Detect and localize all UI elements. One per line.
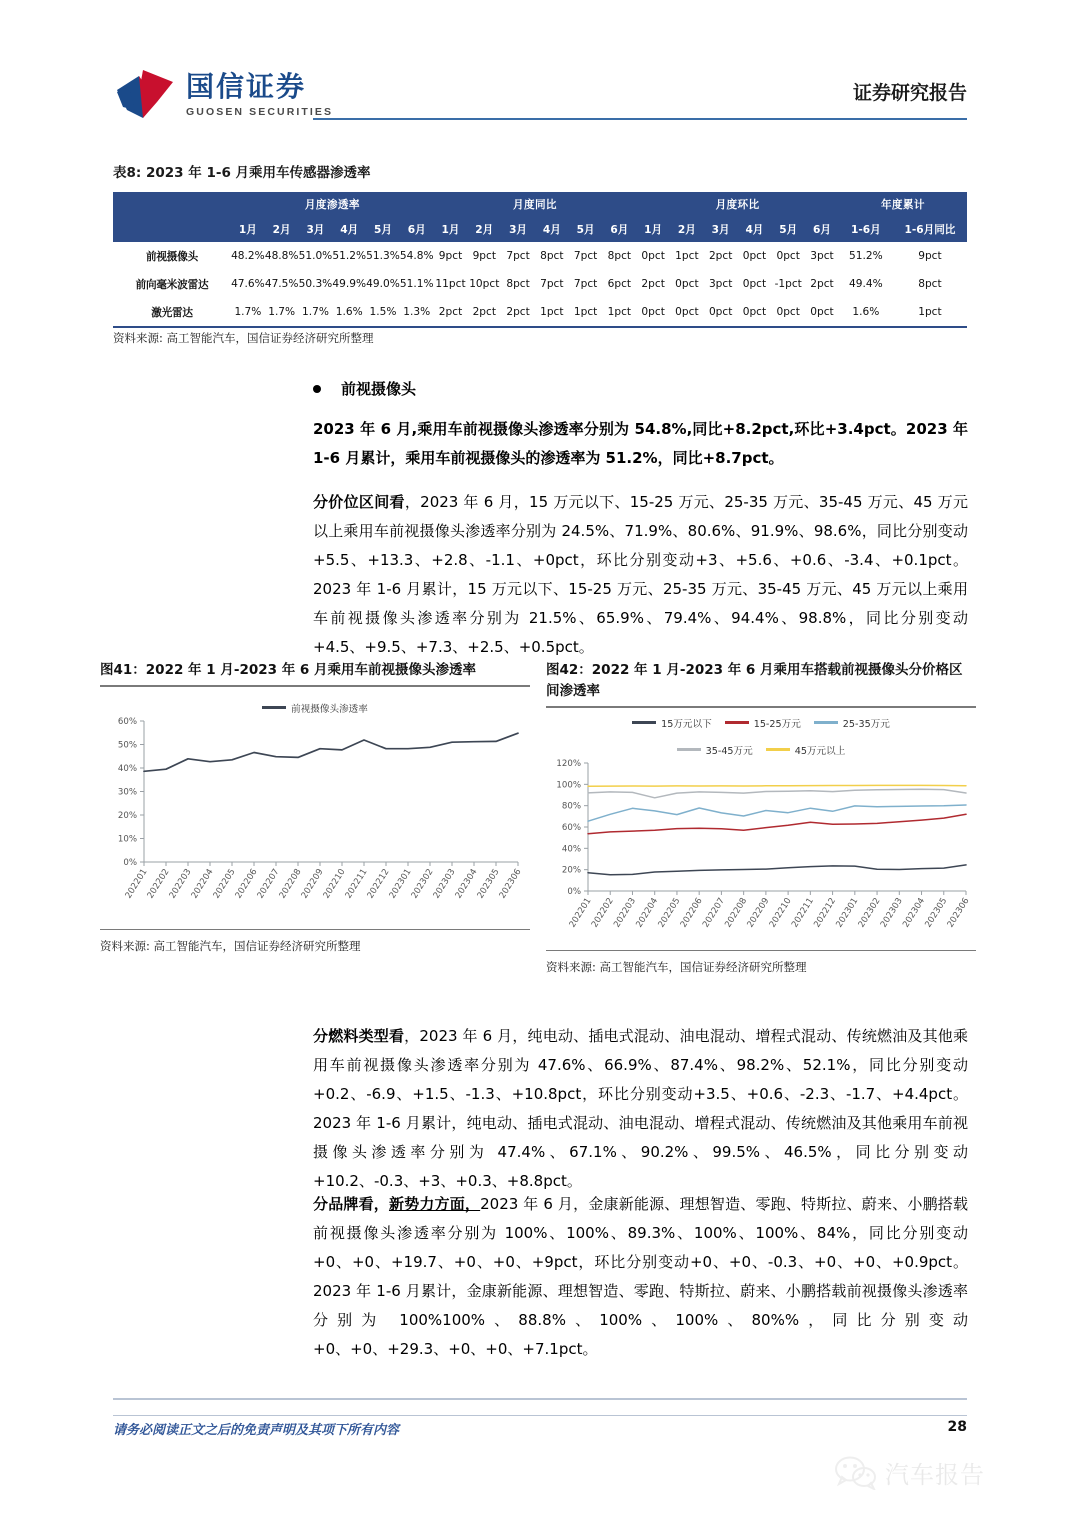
svg-text:202210: 202210 <box>767 895 794 929</box>
footer-disclaimer: 请务必阅读正文之后的免责声明及其项下所有内容 <box>113 1423 400 1438</box>
table-row <box>113 298 967 326</box>
legend-swatch <box>725 721 749 724</box>
svg-text:0%: 0% <box>123 857 137 868</box>
svg-text:202205: 202205 <box>211 866 238 900</box>
table-cell: 0pct <box>742 306 767 318</box>
svg-text:202303: 202303 <box>431 866 458 900</box>
table-cell: 10pct <box>469 278 500 290</box>
wechat-icon <box>834 1456 878 1490</box>
table-cell: 2pct <box>641 278 665 290</box>
table-row-label: 前向毫米波雷达 <box>135 278 209 291</box>
table-month-header-row <box>113 217 967 242</box>
svg-text:100%: 100% <box>556 779 581 790</box>
table-cell: 3pct <box>708 278 733 290</box>
figure-42-plot <box>546 757 976 947</box>
svg-text:202207: 202207 <box>701 895 727 929</box>
svg-text:202203: 202203 <box>612 895 639 929</box>
figure-42-chart <box>546 708 976 950</box>
svg-text:202206: 202206 <box>678 895 705 929</box>
svg-text:60%: 60% <box>561 822 581 833</box>
table-col-header: 2月 <box>670 217 704 242</box>
table-col-header: 3月 <box>299 217 333 242</box>
svg-text:40%: 40% <box>117 763 137 774</box>
table-cell: 8pct <box>607 250 632 262</box>
table-cell: 51.1% <box>399 278 434 290</box>
table-row-label: 前视摄像头 <box>146 250 198 263</box>
legend-label: 35-45万元 <box>705 745 753 757</box>
table-cell: 0pct <box>742 278 767 290</box>
svg-text:20%: 20% <box>561 865 581 876</box>
paragraph-brand-underline: 新势力方面， <box>388 1195 481 1213</box>
legend-label: 15-25万元 <box>753 718 801 730</box>
legend-label: 25-35万元 <box>842 718 890 730</box>
svg-text:202211: 202211 <box>790 895 816 929</box>
table-col-header: 6月 <box>805 217 839 242</box>
table-cell: 2pct <box>438 306 463 318</box>
table-col-header: 1月 <box>231 217 265 242</box>
table-col-header: 6月 <box>602 217 636 242</box>
table-cell: 1.6% <box>852 306 880 318</box>
section-bullet <box>313 378 416 399</box>
table-col-header: 1-6月 <box>839 217 893 242</box>
brand-logo <box>113 66 333 124</box>
table-cell: 2pct <box>708 250 733 262</box>
paragraph-price-range <box>313 488 968 662</box>
svg-text:60%: 60% <box>117 716 137 727</box>
svg-text:202305: 202305 <box>923 895 950 929</box>
table-col-header: 2月 <box>265 217 299 242</box>
svg-text:202301: 202301 <box>387 866 414 900</box>
legend-item <box>766 743 846 757</box>
figure-41-chart <box>100 687 530 929</box>
table-cell: 51.3% <box>366 250 400 262</box>
svg-text:120%: 120% <box>556 758 581 769</box>
table-cell: 48.2% <box>231 250 265 262</box>
paragraph-summary: 2023 年 6 月,乘用车前视摄像头渗透率分别为 54.8%,同比+8.2pct,环比+3.4pct。2023 年 1-6 月累计，乘用车前视摄像头的渗透率为 51.2%，同比+8.7pct。 <box>313 420 968 467</box>
table-cell: 0pct <box>742 250 767 262</box>
svg-text:202203: 202203 <box>167 866 194 900</box>
table-month-corner-cell <box>113 217 231 242</box>
table-caption: 表8: 2023 年 1-6 月乘用车传感器渗透率 <box>113 165 371 181</box>
table-cell: 8pct <box>918 278 942 290</box>
svg-text:202212: 202212 <box>365 866 392 900</box>
svg-text:10%: 10% <box>117 834 137 844</box>
table-col-header: 4月 <box>332 217 366 242</box>
table-col-header: 3月 <box>501 217 535 242</box>
svg-text:202206: 202206 <box>233 866 260 900</box>
paragraph-price-range-text: ，2023 年 6 月，15 万元以下、15-25 万元、25-35 万元、35-45 万元、45 万元以上乘用车前视摄像头渗透率分别为 24.5%、71.9%、80.6%、91.9%、98.6%，同比分别变动+5.5、+13.3、+2.8、-1.1、+0pct，环比分别变动+3、+5.6、+0.6、-3.4、+0.1pct。2023 年 1-6 月累计，15 万元以下、15-25 万元、25-35 万元、35-45 万元、45 万元以上乘用车前视摄像头渗透率分别为 21.5%、65.9%、79.4%、94.4%、98.8%，同比分别变动+4.5、+9.5、+7.3、+2.5、+0.5pct。 <box>313 493 968 656</box>
legend-swatch <box>766 748 790 751</box>
legend-item <box>725 716 801 730</box>
bullet-dot-icon <box>313 385 321 393</box>
table-corner-cell <box>113 192 231 217</box>
logo-text-en: GUOSEN SECURITIES <box>186 105 334 118</box>
table-group-月度环比: 月度环比 <box>636 192 839 217</box>
footer-divider-top <box>113 1398 967 1400</box>
legend-label: 45万元以上 <box>794 745 846 757</box>
paragraph-brand-lead: 分品牌看， <box>313 1195 389 1213</box>
table-cell: 1.7% <box>234 306 262 318</box>
legend-item <box>632 716 712 730</box>
svg-text:202305: 202305 <box>475 866 502 900</box>
table-cell: 11pct <box>435 278 466 290</box>
table-col-header: 1-6月同比 <box>893 217 967 242</box>
table-cell: 3pct <box>810 250 834 262</box>
svg-text:202302: 202302 <box>409 866 436 900</box>
legend-label: 15万元以下 <box>661 718 712 730</box>
table-row <box>113 270 967 298</box>
table-cell: 0pct <box>641 250 665 262</box>
table-col-header: 5月 <box>569 217 603 242</box>
svg-text:202204: 202204 <box>634 895 661 929</box>
table-group-月度渗透率: 月度渗透率 <box>231 192 434 217</box>
svg-text:202207: 202207 <box>255 866 282 900</box>
table-cell: 48.8% <box>264 250 299 262</box>
table-cell: 1pct <box>607 306 632 318</box>
svg-text:202208: 202208 <box>723 895 750 929</box>
figure-42-legend <box>591 708 931 757</box>
table-cell: 7pct <box>506 250 530 262</box>
table-group-header-row <box>113 192 967 217</box>
table-cell: 7pct <box>540 278 564 290</box>
svg-text:202208: 202208 <box>277 866 304 900</box>
paragraph-fuel-type-lead: 分燃料类型看 <box>313 1027 405 1045</box>
table-col-header: 1月 <box>434 217 468 242</box>
table-col-header: 5月 <box>366 217 400 242</box>
table-cell: 7pct <box>573 278 598 290</box>
legend-swatch <box>677 748 701 751</box>
table-cell: 6pct <box>607 278 632 290</box>
table-source: 资料来源: 高工智能汽车，国信证券经济研究所整理 <box>113 331 374 345</box>
paragraph-fuel-type <box>313 1022 968 1196</box>
paragraph-brand-text: 2023 年 6 月，金康新能源、理想智造、零跑、特斯拉、蔚来、小鹏搭载前视摄像头渗透率分别为 100%、100%、89.3%、100%、100%、84%，同比分别变动+0、+0、+19.7、+0、+0、+9pct，环比分别变动+0、+0、-0.3、+0、+0、+0.9pct。2023 年 1-6 月累计，金康新能源、理想智造、零跑、特斯拉、蔚来、小鹏搭载前视摄像头渗透率分别为 100%100%、88.8%、100%、100%、80%%，同比分别变动+0、+0、+29.3、+0、+0、+7.1pct。 <box>313 1195 968 1358</box>
table-col-header: 3月 <box>704 217 738 242</box>
paragraph-fuel-type-text: ，2023 年 6 月，纯电动、插电式混动、油电混动、增程式混动、传统燃油及其他乘用车前视摄像头渗透率分别为 47.6%、66.9%、87.4%、98.2%、52.1%，同比分别变动+0.2、-6.9、+1.5、-1.3、+10.8pct，环比分别变动+3.5、+0.6、-2.3、-1.7、+4.4pct。2023 年 1-6 月累计，纯电动、插电式混动、油电混动、增程式混动、传统燃油及其他乘用车前视摄像头渗透率分别为 47.4%、67.1%、90.2%、99.5%、46.5%，同比分别变动+10.2、-0.3、+3、+0.3、+8.8pct。 <box>313 1027 968 1190</box>
table-cell: 49.9% <box>332 278 367 290</box>
svg-text:80%: 80% <box>561 801 581 812</box>
table-cell: 0pct <box>641 306 665 318</box>
header-divider <box>313 118 967 120</box>
table-cell: 0pct <box>675 306 699 318</box>
figure-41-title: 图41：2022 年 1 月-2023 年 6 月乘用车前视摄像头渗透率 <box>100 662 477 678</box>
table-cell: 2pct <box>472 306 497 318</box>
table-cell: 9pct <box>918 250 942 262</box>
table-cell: 0pct <box>708 306 733 318</box>
svg-text:202304: 202304 <box>453 866 480 900</box>
table-cell: 7pct <box>573 250 598 262</box>
svg-text:202209: 202209 <box>299 866 326 900</box>
table-cell: 1pct <box>573 306 598 318</box>
svg-text:0%: 0% <box>567 886 581 897</box>
page-number: 28 <box>947 1419 967 1435</box>
legend-item <box>262 701 368 715</box>
table-col-header: 4月 <box>738 217 772 242</box>
table-row <box>113 242 967 270</box>
table-cell: 8pct <box>506 278 530 290</box>
table-col-header: 6月 <box>400 217 434 242</box>
figure-41-source: 资料来源: 高工智能汽车，国信证券经济研究所整理 <box>100 939 361 953</box>
table-cell: 0pct <box>810 306 834 318</box>
table-cell: 0pct <box>776 306 800 318</box>
watermark-text: 汽车报告 <box>885 1461 985 1489</box>
figure-42-title: 图42：2022 年 1 月-2023 年 6 月乘用车搭载前视摄像头分价格区间渗透率 <box>546 662 963 699</box>
legend-swatch <box>814 721 838 724</box>
table-cell: 1pct <box>675 250 699 262</box>
table-cell: 51.2% <box>332 250 367 262</box>
table-cell: 1.6% <box>335 306 363 318</box>
report-type-label: 证券研究报告 <box>852 82 967 104</box>
page-header <box>0 0 1080 140</box>
table-row-label: 激光雷达 <box>151 306 193 319</box>
svg-text:202306: 202306 <box>945 895 972 929</box>
svg-text:40%: 40% <box>561 843 581 854</box>
table-cell: 1.5% <box>369 306 397 318</box>
table-cell: -1pct <box>774 278 802 290</box>
sensor-penetration-table <box>113 192 967 326</box>
table-cell: 0pct <box>675 278 699 290</box>
table-cell: 49.0% <box>366 278 400 290</box>
table-cell: 49.4% <box>849 278 883 290</box>
table-body <box>113 242 967 326</box>
svg-text:20%: 20% <box>117 810 137 821</box>
table-cell: 2pct <box>506 306 530 318</box>
watermark <box>834 1455 985 1490</box>
figure-41-plot <box>100 715 530 920</box>
figure-41-legend <box>100 687 530 715</box>
table-col-header: 1月 <box>636 217 670 242</box>
svg-text:30%: 30% <box>117 787 137 797</box>
svg-text:202210: 202210 <box>321 866 348 900</box>
table-cell: 2pct <box>810 278 834 290</box>
table-cell: 1pct <box>540 306 564 318</box>
footer-divider-bottom <box>113 1415 967 1416</box>
svg-text:202304: 202304 <box>901 895 928 929</box>
svg-text:202301: 202301 <box>834 895 861 929</box>
legend-label: 前视摄像头渗透率 <box>291 703 368 715</box>
svg-text:202306: 202306 <box>497 866 524 900</box>
svg-text:202204: 202204 <box>189 866 216 900</box>
svg-text:202303: 202303 <box>878 895 905 929</box>
svg-text:202202: 202202 <box>589 895 616 929</box>
svg-text:202211: 202211 <box>343 866 370 900</box>
table-cell: 1pct <box>918 306 942 318</box>
table-cell: 9pct <box>438 250 463 262</box>
table-cell: 9pct <box>472 250 497 262</box>
table-cell: 54.8% <box>399 250 434 262</box>
table-cell: 51.0% <box>298 250 333 262</box>
table-cell: 51.2% <box>849 250 883 262</box>
table-col-header: 2月 <box>467 217 501 242</box>
svg-text:202202: 202202 <box>145 866 172 900</box>
table-cell: 50.3% <box>298 278 333 290</box>
table-cell: 0pct <box>776 250 800 262</box>
table-col-header: 5月 <box>771 217 805 242</box>
guosen-logo-icon <box>113 66 177 124</box>
figure-42-source: 资料来源: 高工智能汽车，国信证券经济研究所整理 <box>546 960 807 974</box>
svg-text:202302: 202302 <box>856 895 883 929</box>
legend-item <box>814 716 890 730</box>
svg-text:202201: 202201 <box>567 895 594 929</box>
svg-text:202201: 202201 <box>123 866 150 900</box>
svg-text:202209: 202209 <box>745 895 772 929</box>
table-cell: 1.7% <box>268 306 296 318</box>
figure-42 <box>546 660 976 975</box>
table-cell: 47.5% <box>264 278 299 290</box>
paragraph-price-range-lead: 分价位区间看 <box>313 493 405 511</box>
section-bullet-label: 前视摄像头 <box>341 380 417 398</box>
table-group-年度累计: 年度累计 <box>839 192 967 217</box>
table-col-header: 4月 <box>535 217 569 242</box>
logo-text-cn: 国信证券 <box>186 69 307 103</box>
table-cell: 47.6% <box>231 278 265 290</box>
figure-41 <box>100 660 530 954</box>
table-cell: 8pct <box>540 250 564 262</box>
legend-swatch <box>632 721 656 724</box>
svg-text:202212: 202212 <box>812 895 839 929</box>
table-cell: 1.7% <box>301 306 329 318</box>
svg-text:50%: 50% <box>117 740 137 750</box>
table-cell: 1.3% <box>403 306 431 318</box>
table-group-月度同比: 月度同比 <box>434 192 637 217</box>
table-bottom-border <box>113 326 967 328</box>
figure-41-source-divider <box>100 929 530 931</box>
legend-swatch <box>262 706 286 709</box>
svg-text:202205: 202205 <box>656 895 683 929</box>
paragraph-brand <box>313 1190 968 1364</box>
legend-item <box>677 743 753 757</box>
